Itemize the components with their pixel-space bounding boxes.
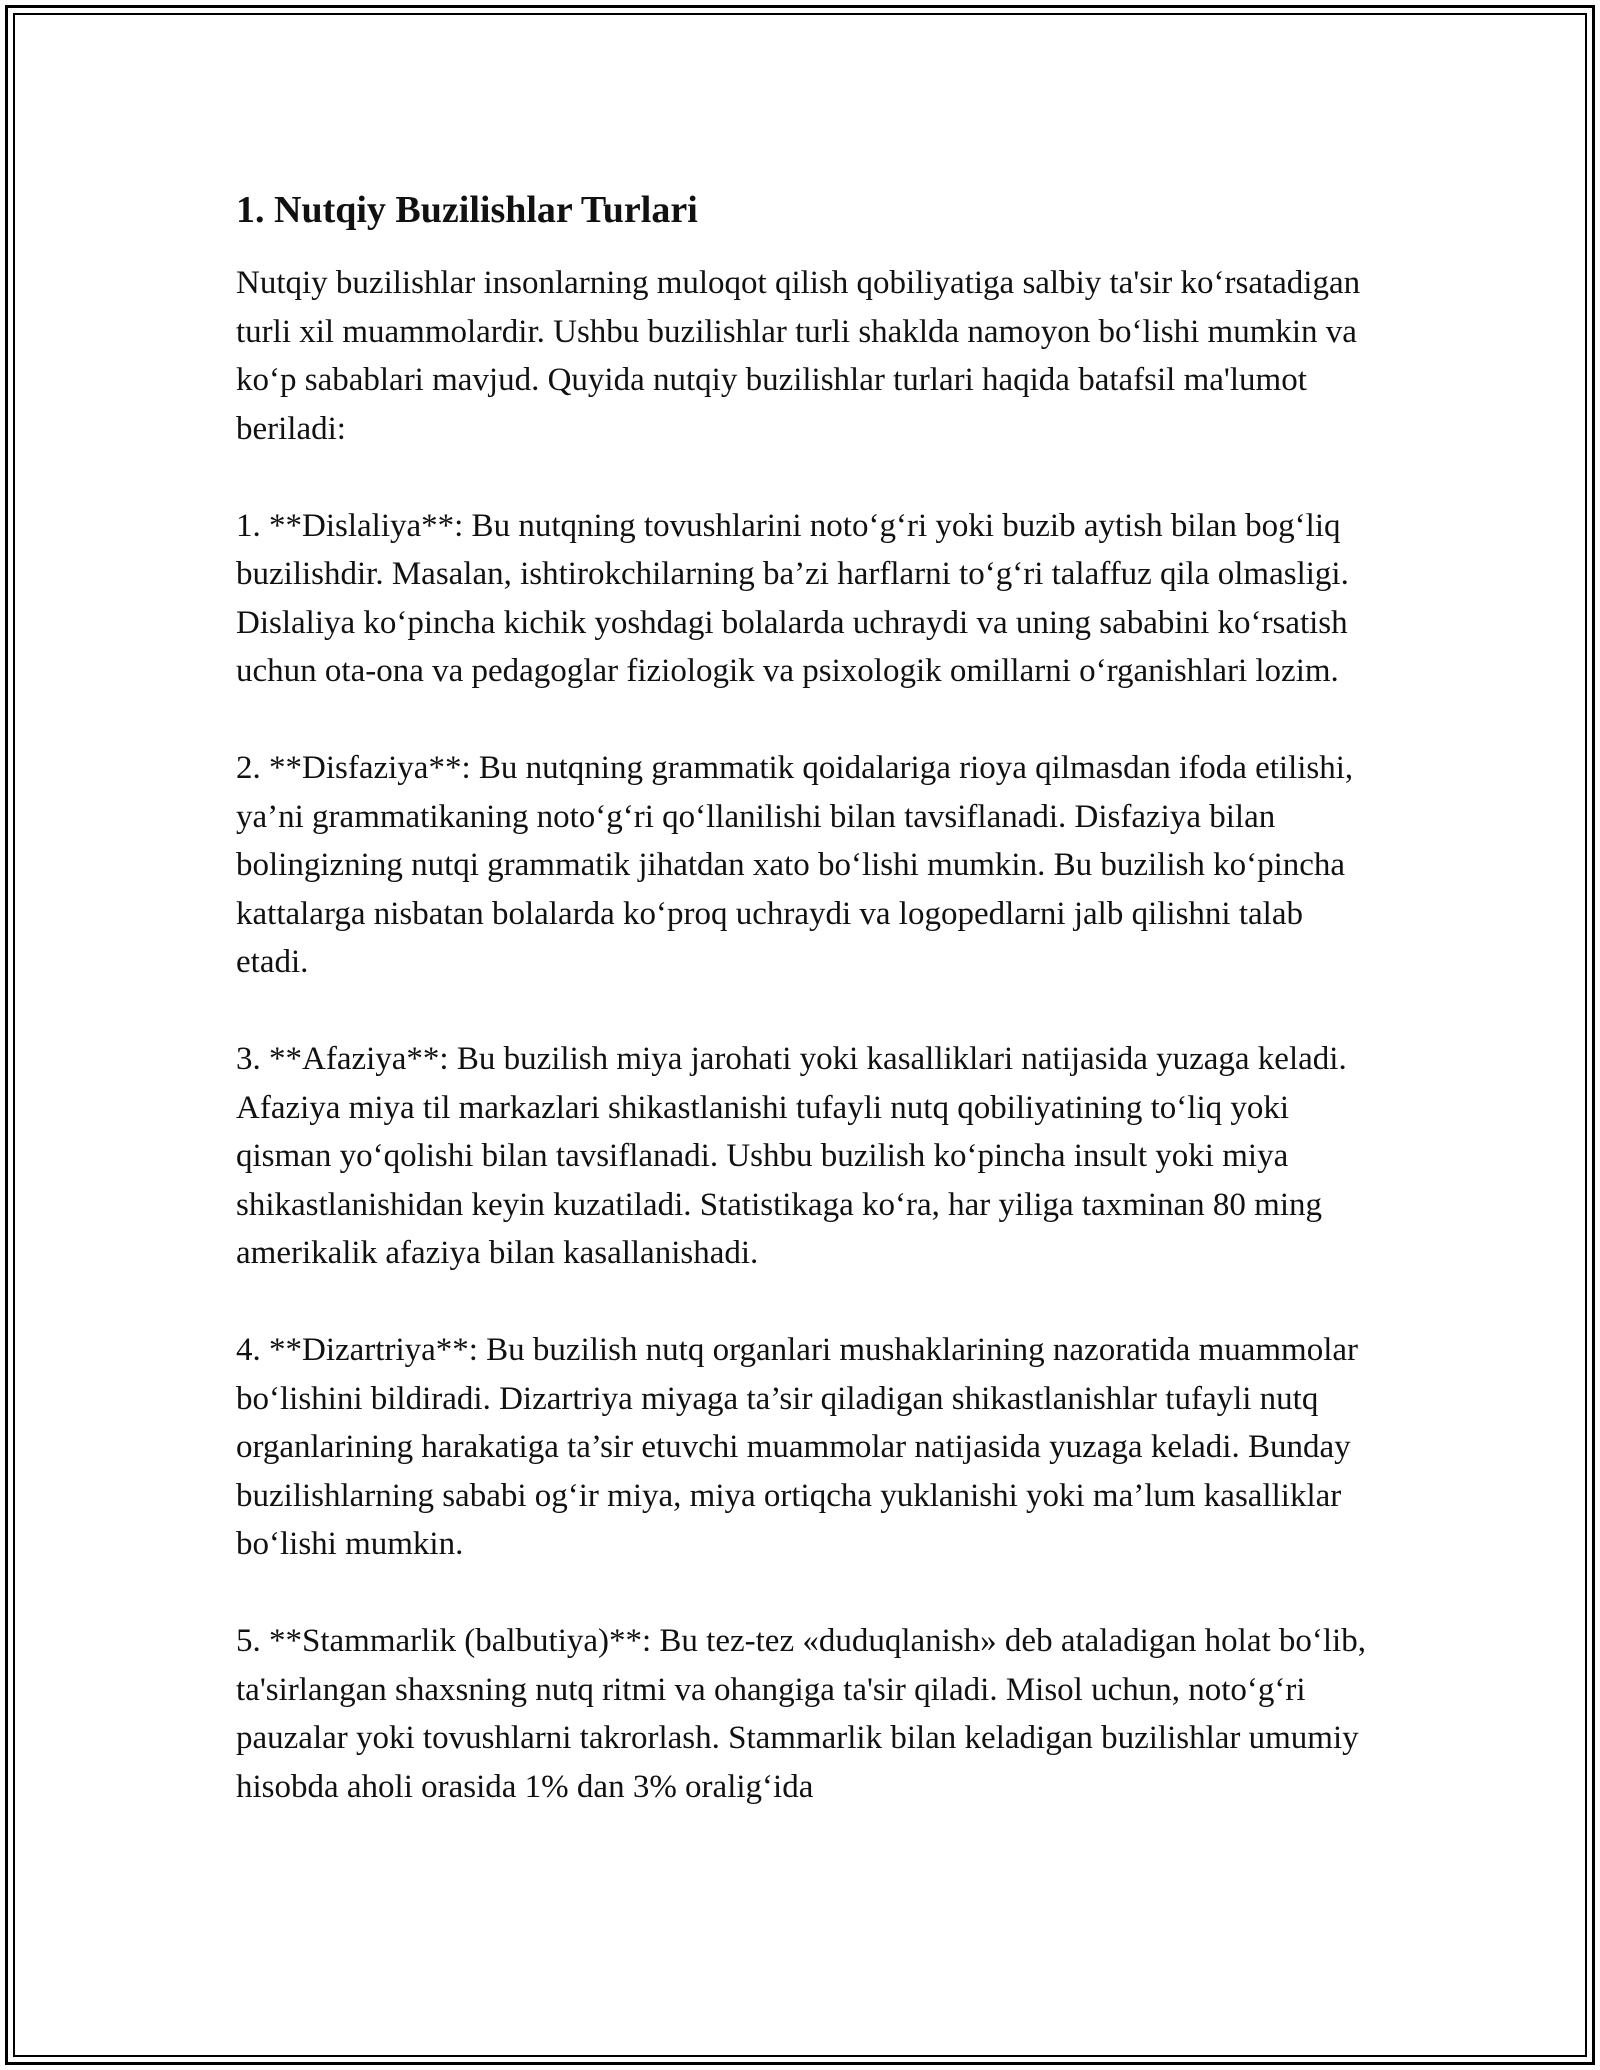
list-item-disfaziya: 2. **Disfaziya**: Bu nutqning grammatik qoidalariga rioya qilmasdan ifoda etilishi, ya’ni grammatikaning noto‘g‘ri qo‘llanilishi bilan tavsiflanadi. Disfaziya bilan bolingizning nutqi grammatik jihatdan xato bo‘lishi mumkin. Bu buzilish ko‘pincha kattalarga nisbatan bolalarda ko‘proq uchraydi va logopedlarni jalb qilishni talab etadi. bbox=[236, 750, 1354, 980]
list-item-dizartriya: 4. **Dizartriya**: Bu buzilish nutq organlari mushaklarining nazoratida muammolar bo‘lishini bildiradi. Dizartriya miyaga ta’sir qiladigan shikastlanishlar tufayli nutq organlarining harakatiga ta’sir etuvchi muammolar natijasida yuzaga keladi. Bunday buzilishlarning sababi og‘ir miya, miya ortiqcha yuklanishi yoki ma’lum kasalliklar bo‘lishi mumkin. bbox=[236, 1332, 1359, 1562]
list-item-stammarlik: 5. **Stammarlik (balbutiya)**: Bu tez-tez «duduqlanish» deb ataladigan holat bo‘lib, ta'sirlangan shaxsning nutq ritmi va ohangiga ta'sir qiladi. Misol uchun, noto‘g‘ri pauzalar yoki tovushlarni takrorlash. Stammarlik bilan keladigan buzilishlar umumiy hisobda aholi orasida 1% dan 3% oralig‘ida bbox=[236, 1623, 1366, 1805]
section-title: 1. Nutqiy Buzilishlar Turlari bbox=[236, 189, 698, 231]
document-body bbox=[236, 185, 1376, 1811]
list-item-afaziya: 3. **Afaziya**: Bu buzilish miya jarohati yoki kasalliklari natijasida yuzaga keladi. Afaziya miya til markazlari shikastlanishi tufayli nutq qobiliyatining to‘liq yoki qisman yo‘qolishi bilan tavsiflanadi. Ushbu buzilish ko‘pincha insult yoki miya shikastlanishidan keyin kuzatiladi. Statistikaga ko‘ra, har yiliga taxminan 80 ming amerikalik afaziya bilan kasallanishadi. bbox=[236, 1041, 1347, 1271]
intro-paragraph: Nutqiy buzilishlar insonlarning muloqot qilish qobiliyatiga salbiy ta'sir ko‘rsatadigan turli xil muammolardir. Ushbu buzilishlar turli shaklda namoyon bo‘lishi mumkin va ko‘p sabablari mavjud. Quyida nutqiy buzilishlar turlari haqida batafsil ma'lumot beriladi: bbox=[236, 265, 1361, 447]
list-item-dislaliya: 1. **Dislaliya**: Bu nutqning tovushlarini noto‘g‘ri yoki buzib aytish bilan bog‘liq buzilishdir. Masalan, ishtirokchilarning ba’zi harflarni to‘g‘ri talaffuz qila olmasligi. Dislaliya ko‘pincha kichik yoshdagi bolalarda uchraydi va uning sababini ko‘rsatish uchun ota-ona va pedagoglar fiziologik va psixologik omillarni o‘rganishlari lozim. bbox=[236, 507, 1349, 689]
